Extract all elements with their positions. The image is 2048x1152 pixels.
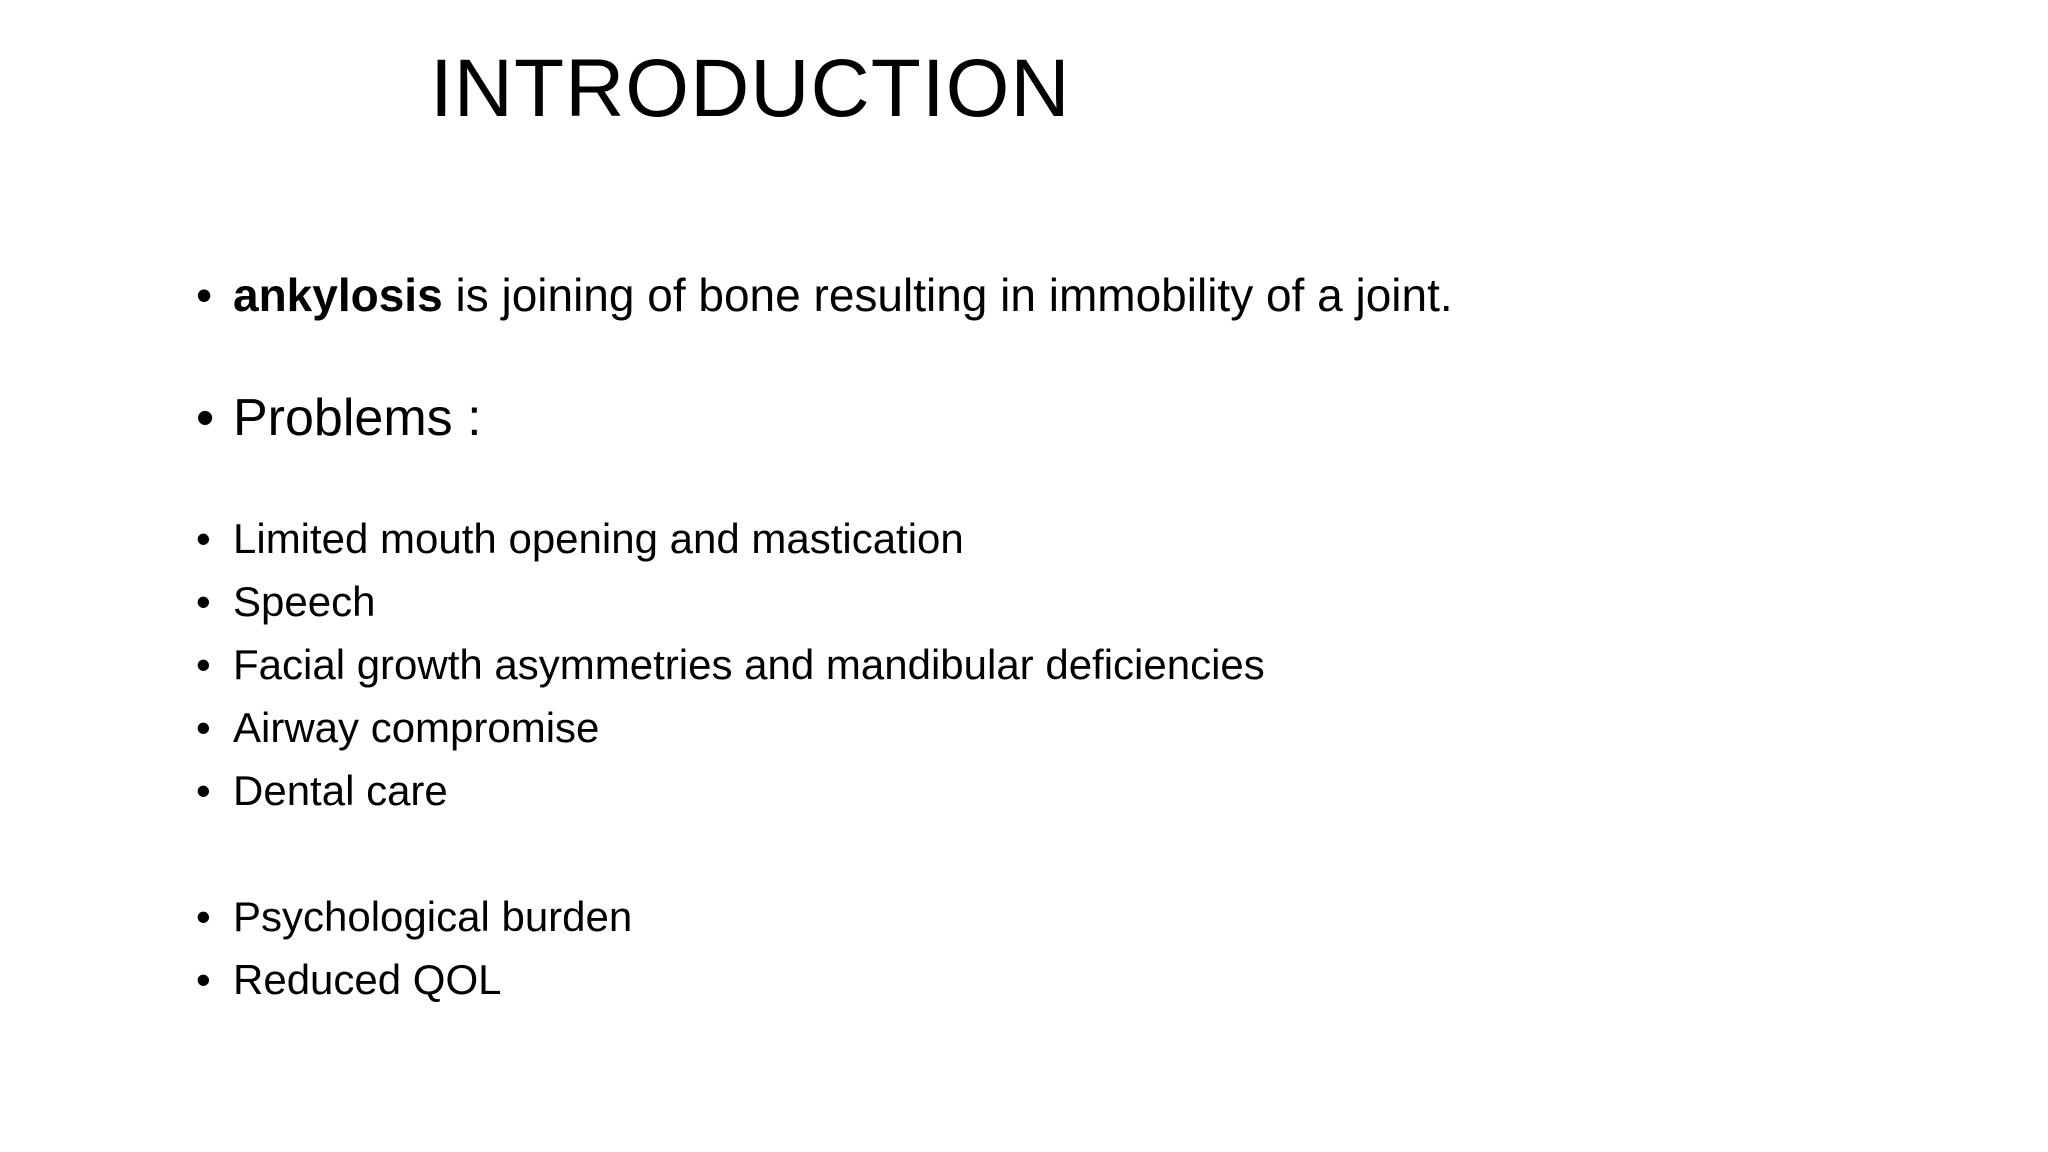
bullet-icon: • [196, 515, 211, 562]
problem-item [196, 704, 599, 752]
problem-item-text: Psychological burden [233, 893, 633, 940]
bullet-icon: • [196, 389, 215, 447]
problem-item [196, 956, 502, 1004]
bullet-icon: • [196, 767, 211, 814]
bullet-icon: • [196, 578, 211, 625]
problem-item-text: Limited mouth opening and mastication [233, 515, 964, 562]
bullet-icon: • [196, 269, 213, 321]
problem-item-text: Facial growth asymmetries and mandibular deficiencies [233, 641, 1265, 688]
problem-item [196, 767, 448, 815]
problems-heading: Problems : [233, 389, 482, 447]
problem-item-text: Speech [233, 578, 376, 625]
bullet-icon: • [196, 641, 211, 688]
problem-item [196, 893, 632, 941]
problem-item [196, 641, 1265, 689]
problem-item [196, 515, 964, 563]
problem-item-text: Airway compromise [233, 704, 600, 751]
slide-title: INTRODUCTION [430, 43, 1071, 134]
definition-term: ankylosis [233, 269, 443, 321]
bullet-icon: • [196, 704, 211, 751]
definition-text [233, 268, 1453, 322]
bullet-icon: • [196, 956, 211, 1003]
definition-rest: is joining of bone resulting in immobility of a joint. [442, 269, 1453, 321]
problem-item [196, 578, 375, 626]
problem-item-text: Dental care [233, 767, 448, 814]
problems-heading-bullet [196, 388, 482, 448]
problem-item-text: Reduced QOL [233, 956, 502, 1003]
bullet-icon: • [196, 893, 211, 940]
definition-bullet [196, 268, 1453, 322]
